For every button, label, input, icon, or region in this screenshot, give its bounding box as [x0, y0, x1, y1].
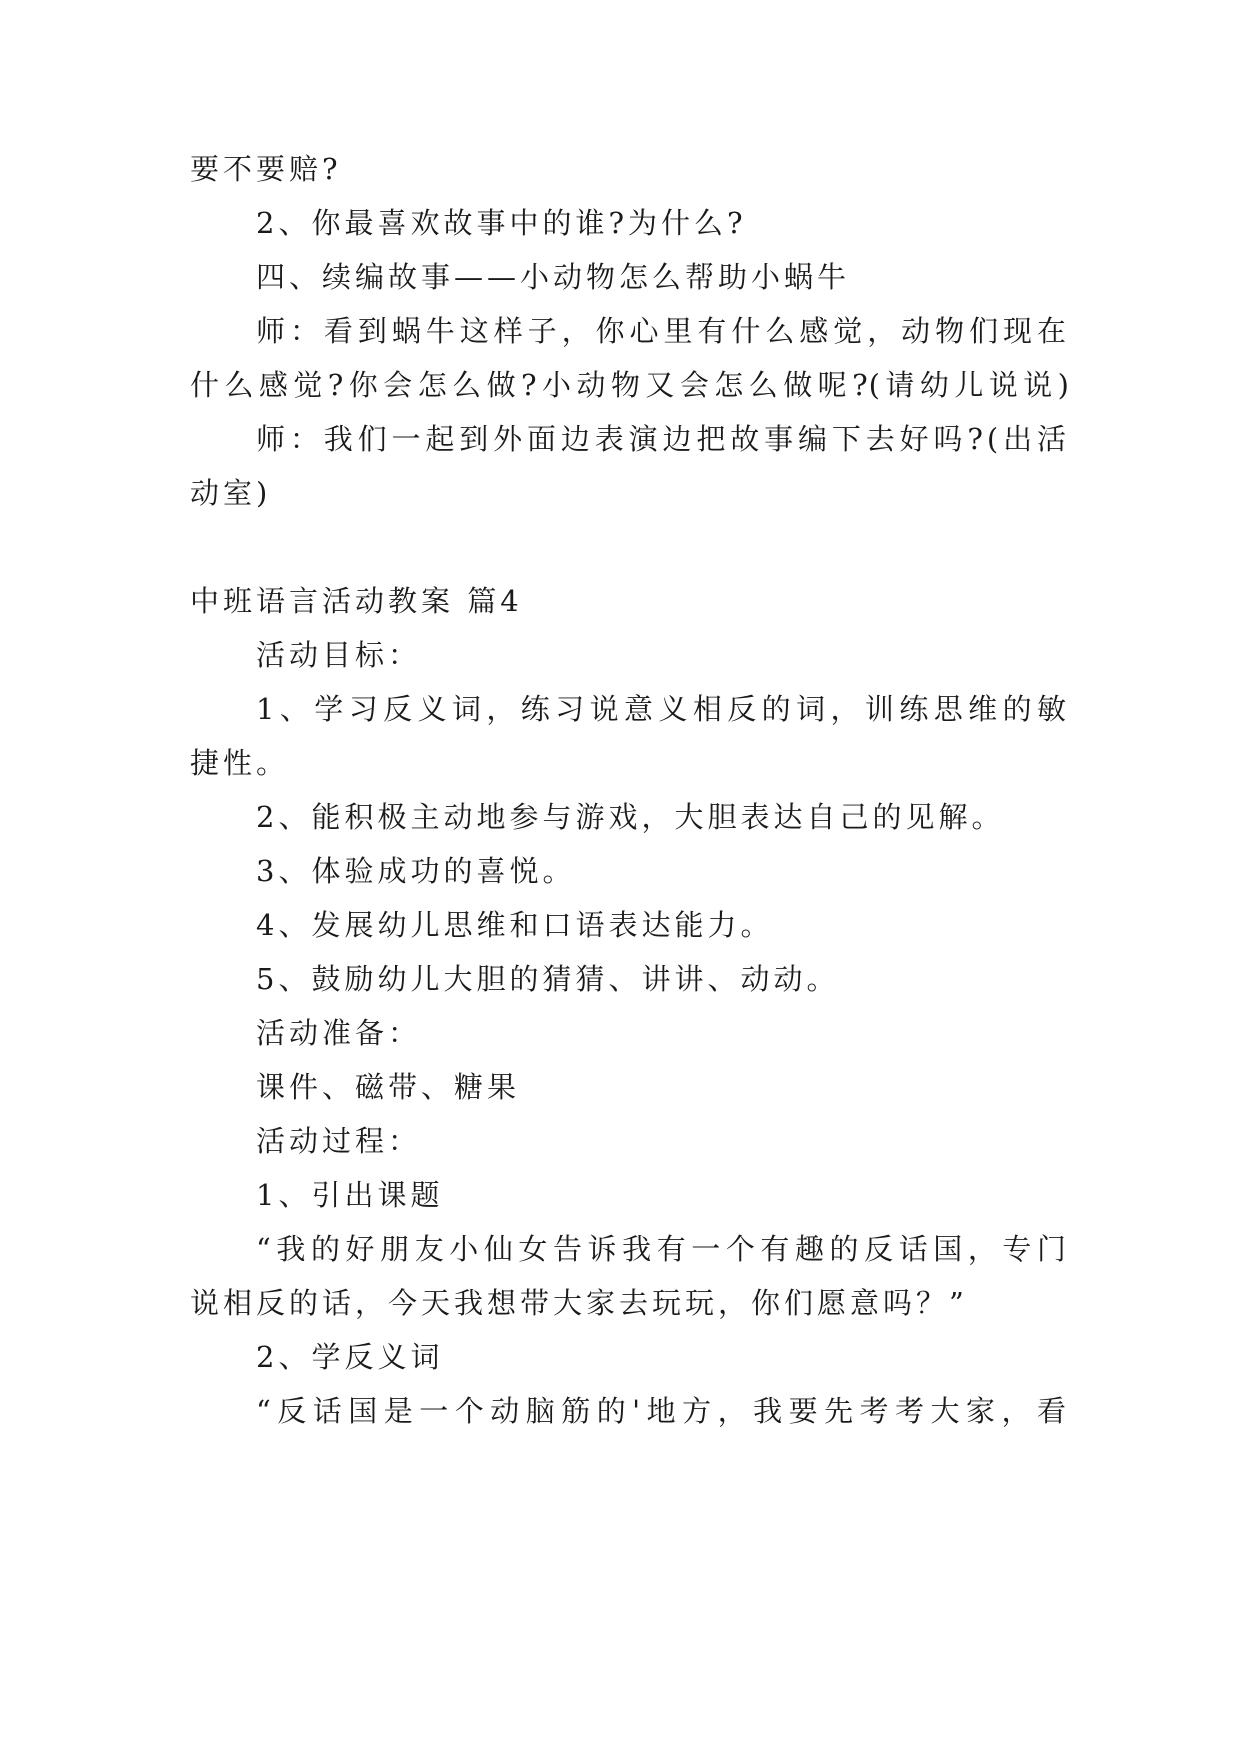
text-line: 捷性。	[190, 746, 290, 780]
text-line: 师：我们一起到外面边表演边把故事编下去好吗?(出活	[256, 422, 1070, 456]
text-line: 四、续编故事——小动物怎么帮助小蜗牛	[256, 260, 851, 294]
text-line: 师：看到蜗牛这样子，你心里有什么感觉，动物们现在	[256, 314, 1070, 348]
text-line: 1、学习反义词，练习说意义相反的词，训练思维的敏	[256, 692, 1070, 726]
text-line: 2、你最喜欢故事中的谁?为什么?	[256, 206, 747, 240]
text-line: “反话国是一个动脑筋的'地方，我要先考考大家，看	[256, 1394, 1070, 1428]
text-line: 2、学反义词	[256, 1340, 444, 1374]
text-line: 什么感觉?你会怎么做?小动物又会怎么做呢?(请幼儿说说)	[190, 368, 1070, 402]
text-line: 3、体验成功的喜悦。	[256, 854, 576, 888]
text-line: 动室)	[190, 476, 272, 510]
text-line: 1、引出课题	[256, 1178, 444, 1212]
text-line: 5、鼓励幼儿大胆的猜猜、讲讲、动动。	[256, 962, 840, 996]
text-line: 活动过程：	[256, 1124, 422, 1158]
text-line: 要不要赔?	[190, 152, 342, 186]
text-line: 活动目标：	[256, 638, 422, 672]
text-line: 活动准备：	[256, 1016, 422, 1050]
text-line: 2、能积极主动地参与游戏，大胆表达自己的见解。	[256, 800, 1005, 834]
text-line: 课件、磁带、糖果	[256, 1070, 521, 1104]
text-line: 4、发展幼儿思维和口语表达能力。	[256, 908, 774, 942]
text-line: “我的好朋友小仙女告诉我有一个有趣的反话国，专门	[256, 1232, 1070, 1266]
text-line: 说相反的话，今天我想带大家去玩玩，你们愿意吗？”	[190, 1286, 968, 1320]
section-heading: 中班语言活动教案 篇4	[190, 584, 523, 618]
